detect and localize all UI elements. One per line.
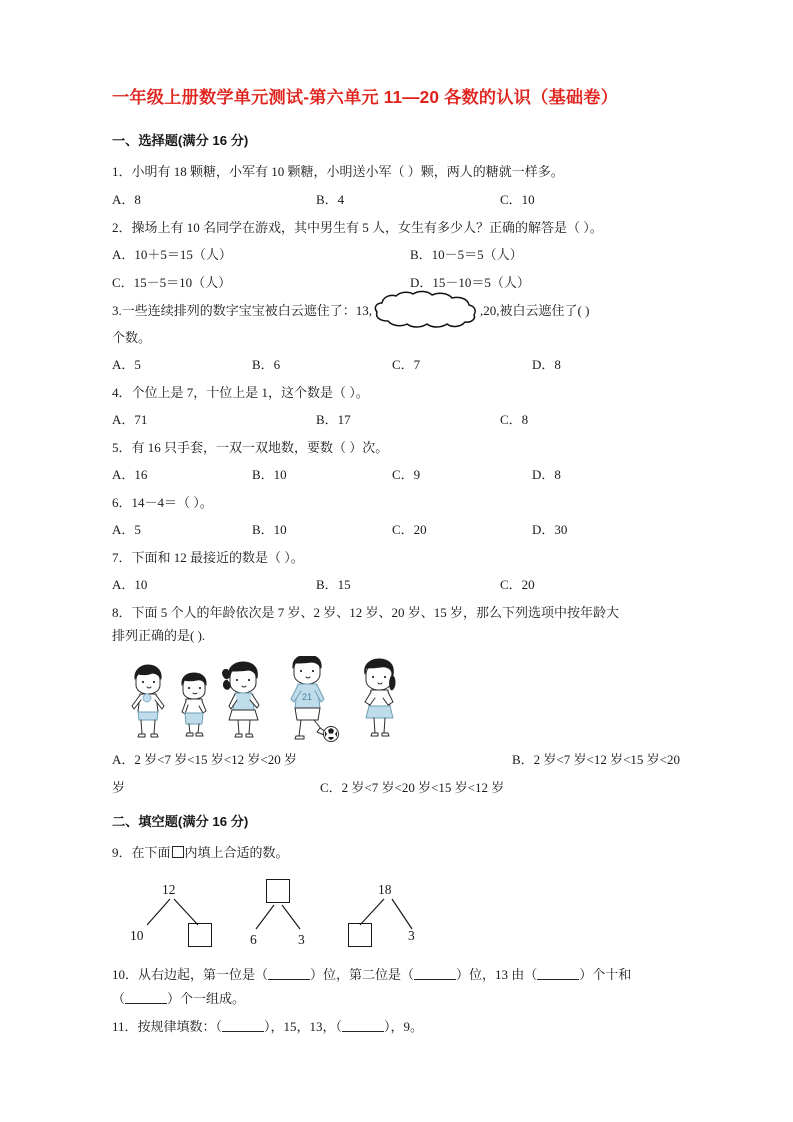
q11-blank-2[interactable] xyxy=(342,1020,384,1032)
q7-option-c[interactable]: C．20 xyxy=(500,577,535,593)
q4-option-a[interactable]: A．71 xyxy=(112,412,148,428)
q10-text-f: ）个一组成。 xyxy=(167,991,246,1007)
q10-blank-2[interactable] xyxy=(414,968,456,980)
question-3-stem-line2: 个数。 xyxy=(112,329,152,345)
question-7-options xyxy=(112,575,697,594)
q8-option-c[interactable]: C．2 岁<7 岁<20 岁<15 岁<12 岁 xyxy=(320,779,505,795)
q3-option-a[interactable]: A．5 xyxy=(112,356,141,372)
bond1-left-value[interactable]: 10 xyxy=(130,927,144,943)
question-4-stem: 4．个位上是 7，十位上是 1，这个数是（ ）。 xyxy=(112,384,369,400)
q5-option-c[interactable]: C．9 xyxy=(392,467,421,483)
q8-option-b-part1[interactable]: B．2 岁<7 岁<12 岁<15 岁<20 xyxy=(512,751,680,767)
section-heading-choice: 一、选择题(满分 16 分) xyxy=(112,133,249,149)
q9-stem-after-box: 内填上合适的数。 xyxy=(184,844,289,860)
question-3-options xyxy=(112,355,697,374)
q2-option-d[interactable]: D．15－10＝5（人） xyxy=(410,274,530,290)
question-10-line1 xyxy=(112,965,697,985)
q10-blank-1[interactable] xyxy=(268,968,310,980)
q2-option-c[interactable]: C．15－5＝10（人） xyxy=(112,274,232,290)
page-title: 一年级上册数学单元测试-第六单元 11—20 各数的认识（基础卷） xyxy=(112,87,619,107)
bond1-top-value: 12 xyxy=(162,881,176,897)
q11-text-b: ），15，13，（ xyxy=(264,1019,343,1035)
q10-text-b: ）位，第二位是（ xyxy=(310,966,415,982)
q6-option-b[interactable]: B．10 xyxy=(252,522,287,538)
question-7-stem: 7．下面和 12 最接近的数是（ ）。 xyxy=(112,550,304,566)
number-bonds-group xyxy=(130,877,450,955)
child-5 xyxy=(365,659,395,736)
square-box-icon xyxy=(172,846,184,858)
q4-option-b[interactable]: B．17 xyxy=(316,412,351,428)
question-6-options xyxy=(112,520,697,539)
bond2-left-value[interactable]: 6 xyxy=(250,931,257,947)
question-10-line2 xyxy=(112,989,697,1009)
bond3-left-box[interactable] xyxy=(348,923,372,947)
q4-option-c[interactable]: C．8 xyxy=(500,412,529,428)
q5-option-b[interactable]: B．10 xyxy=(252,467,287,483)
q6-option-d[interactable]: D．30 xyxy=(532,522,568,538)
section-heading-fill: 二、填空题(满分 16 分) xyxy=(112,813,249,829)
child-1 xyxy=(132,665,164,737)
svg-text:21: 21 xyxy=(301,691,313,702)
q6-option-a[interactable]: A．5 xyxy=(112,522,141,538)
q8-option-b-part2[interactable]: 岁 xyxy=(112,779,126,795)
question-2-options-row1 xyxy=(112,245,697,264)
q10-text-c: ）位，13 由（ xyxy=(456,966,538,982)
q5-option-d[interactable]: D．8 xyxy=(532,467,561,483)
bond3-top-value: 18 xyxy=(378,881,392,897)
question-5-options xyxy=(112,465,697,484)
question-4-options xyxy=(112,410,697,429)
q3-stem-after-cloud: ,20,被白云遮住了( ) xyxy=(480,302,590,318)
number-bond-3 xyxy=(346,877,456,955)
q11-text-a: 11．按规律填数：（ xyxy=(112,1019,223,1035)
q10-blank-3[interactable] xyxy=(537,968,579,980)
question-1-stem: 1．小明有 18 颗糖，小军有 10 颗糖，小明送小军（ ）颗，两人的糖就一样多。 xyxy=(112,164,564,180)
q9-stem-before-box: 9．在下面 xyxy=(112,844,171,860)
q3-option-d[interactable]: D．8 xyxy=(532,356,561,372)
question-3-stem-line1 xyxy=(112,301,697,321)
number-bond-2 xyxy=(238,877,348,955)
q3-option-b[interactable]: B．6 xyxy=(252,356,281,372)
q6-option-c[interactable]: C．20 xyxy=(392,522,427,538)
cloud-icon xyxy=(372,303,480,318)
q11-text-c: ），9。 xyxy=(384,1019,424,1035)
q11-blank-1[interactable] xyxy=(222,1020,264,1032)
bond2-right-value[interactable]: 3 xyxy=(298,931,305,947)
question-1-options xyxy=(112,190,697,209)
question-9-stem xyxy=(112,843,697,863)
q7-option-b[interactable]: B．15 xyxy=(316,577,351,593)
child-4 xyxy=(291,656,339,742)
bond3-right-value[interactable]: 3 xyxy=(408,927,415,943)
q2-option-a[interactable]: A．10＋5＝15（人） xyxy=(112,246,232,262)
q10-text-d: ）个十和 xyxy=(579,966,632,982)
q10-text-e: （ xyxy=(112,991,126,1007)
question-8-stem-line2: 排列正确的是( ). xyxy=(112,627,206,643)
question-6-stem: 6．14－4＝（ ）。 xyxy=(112,495,213,511)
number-bond-1 xyxy=(130,877,240,955)
q10-blank-4[interactable] xyxy=(125,992,167,1004)
question-5-stem: 5．有 16 只手套，一双一双地数，要数（ ）次。 xyxy=(112,440,389,456)
q3-option-c[interactable]: C．7 xyxy=(392,356,421,372)
q1-option-a[interactable]: A．8 xyxy=(112,191,141,207)
question-2-stem: 2．操场上有 10 名同学在游戏，其中男生有 5 人，女生有多少人？正确的解答是（ ）。 xyxy=(112,219,603,235)
q2-option-b[interactable]: B．10－5＝5（人） xyxy=(410,246,523,262)
question-8-options-row1 xyxy=(112,750,697,769)
question-8-stem-line1: 8．下面 5 个人的年龄依次是 7 岁、2 岁、12 岁、20 岁、15 岁，那么下列选项中按年龄大 xyxy=(112,605,620,621)
child-2 xyxy=(182,673,206,736)
bond1-right-box[interactable] xyxy=(188,923,212,947)
q8-option-a[interactable]: A．2 岁<7 岁<15 岁<12 岁<20 岁 xyxy=(112,751,297,767)
q3-stem-before-cloud: 3.一些连续排列的数字宝宝被白云遮住了：13, xyxy=(112,302,373,318)
child-3 xyxy=(223,662,259,737)
question-11-line1 xyxy=(112,1017,697,1037)
q5-option-a[interactable]: A．16 xyxy=(112,467,148,483)
bond2-top-box[interactable] xyxy=(266,879,290,903)
q1-option-c[interactable]: C．10 xyxy=(500,191,535,207)
q1-option-b[interactable]: B．4 xyxy=(316,191,345,207)
question-8-options-row2 xyxy=(112,778,697,797)
five-children-illustration xyxy=(126,656,416,742)
q10-text-a: 10．从右边起，第一位是（ xyxy=(112,966,269,982)
q7-option-a[interactable]: A．10 xyxy=(112,577,148,593)
